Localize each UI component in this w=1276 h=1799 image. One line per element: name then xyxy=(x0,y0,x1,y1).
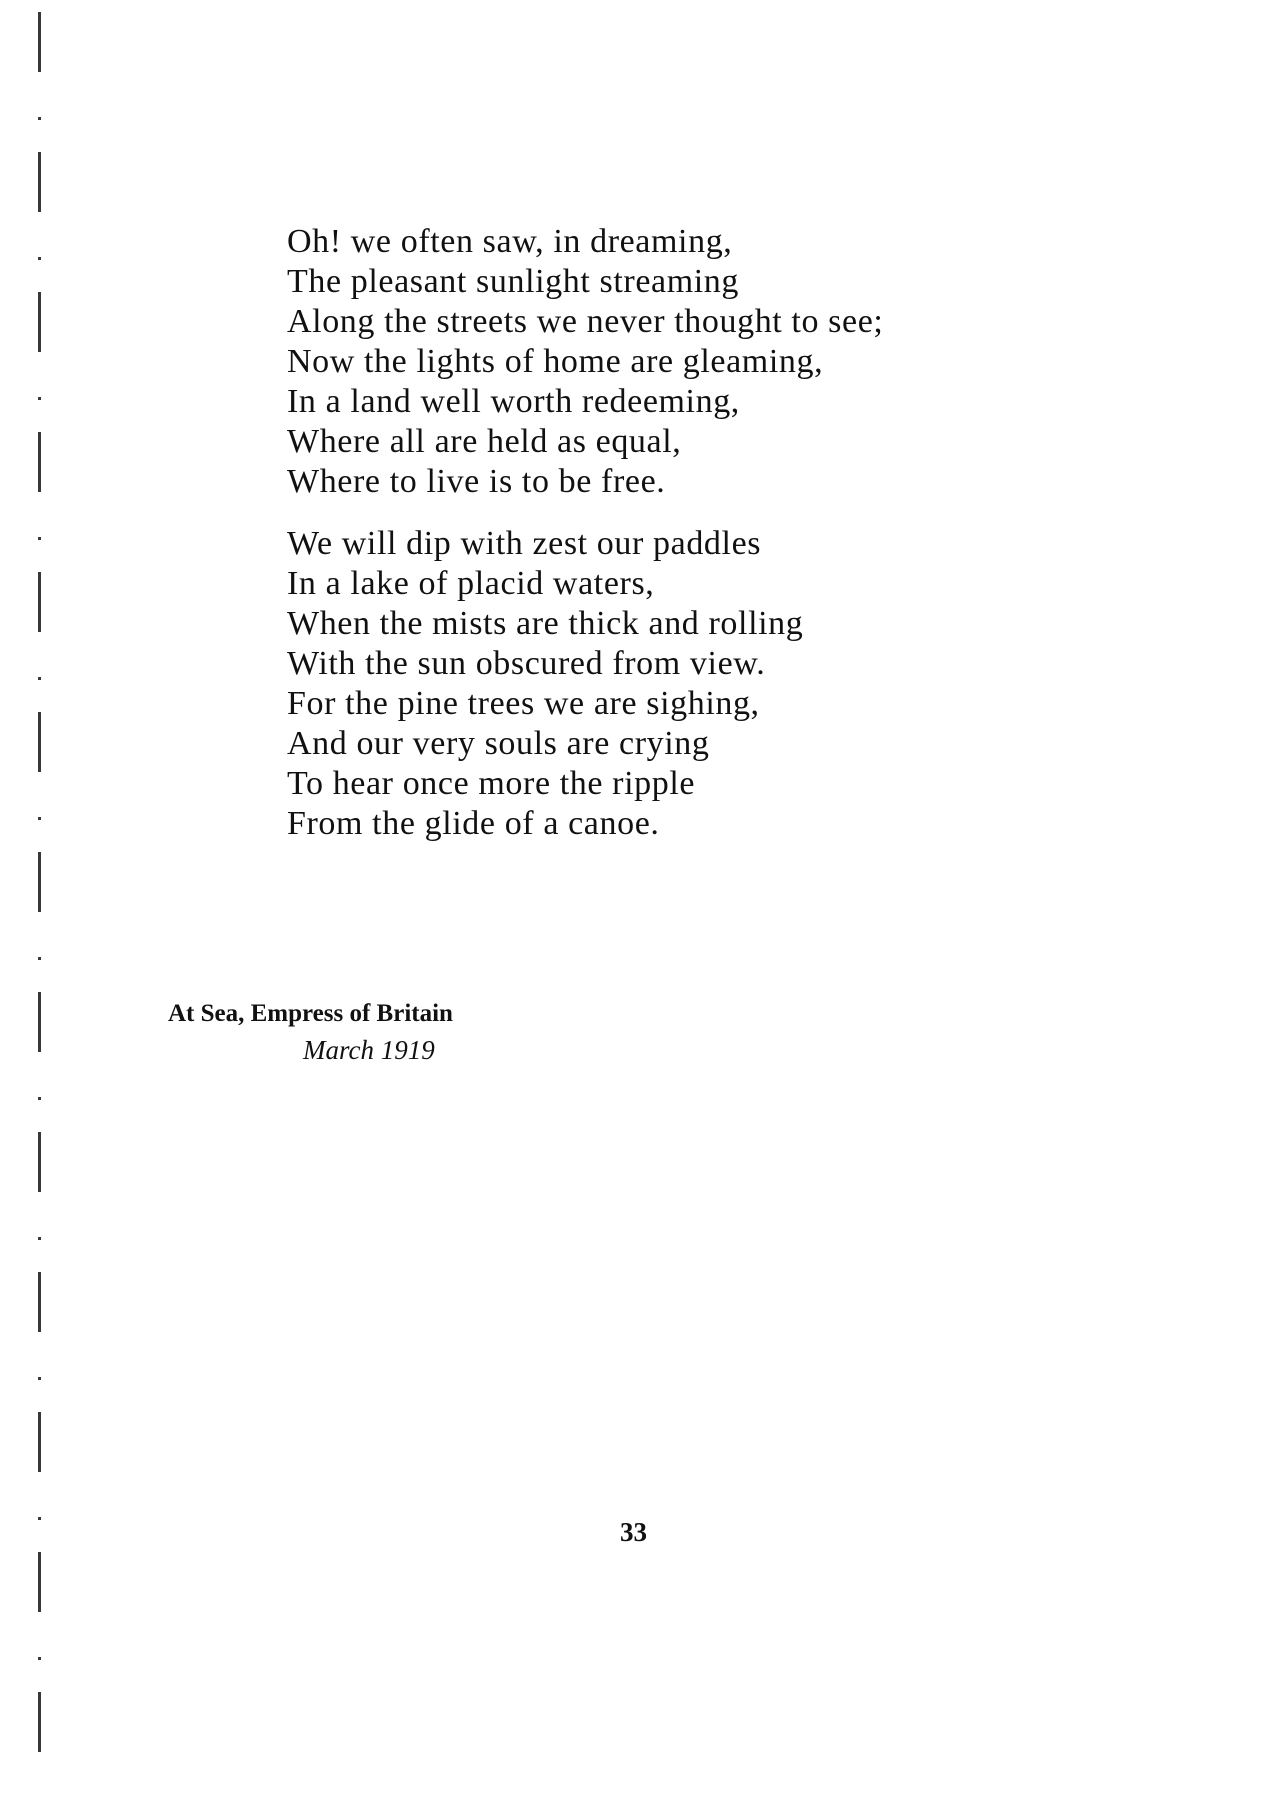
page-number: 33 xyxy=(620,1517,647,1547)
poem-line: For the pine trees we are sighing, xyxy=(287,685,760,722)
poem-line: With the sun obscured from view. xyxy=(287,645,766,682)
poem-line: To hear once more the ripple xyxy=(287,765,696,802)
stanza-1 xyxy=(287,222,1247,502)
poem-line: Now the lights of home are gleaming, xyxy=(287,343,824,380)
poem-line: The pleasant sunlight streaming xyxy=(287,263,740,300)
stanza-2 xyxy=(287,524,1247,844)
signature-date: March 1919 xyxy=(303,1035,435,1065)
poem-line: Along the streets we never thought to see; xyxy=(287,303,884,340)
poem-line: Where all are held as equal, xyxy=(287,423,682,460)
poem-line: We will dip with zest our paddles xyxy=(287,525,762,562)
poem xyxy=(287,222,1247,866)
scan-margin-line xyxy=(38,12,41,1792)
poem-line: In a lake of placid waters, xyxy=(287,565,655,602)
poem-line: In a land well worth redeeming, xyxy=(287,383,740,420)
signature-location: At Sea, Empress of Britain xyxy=(168,1000,453,1027)
poem-line: And our very souls are crying xyxy=(287,725,710,762)
poem-line: When the mists are thick and rolling xyxy=(287,605,804,642)
poem-line: Oh! we often saw, in dreaming, xyxy=(287,223,733,260)
poem-line: Where to live is to be free. xyxy=(287,463,666,500)
poem-line: From the glide of a canoe. xyxy=(287,805,660,842)
